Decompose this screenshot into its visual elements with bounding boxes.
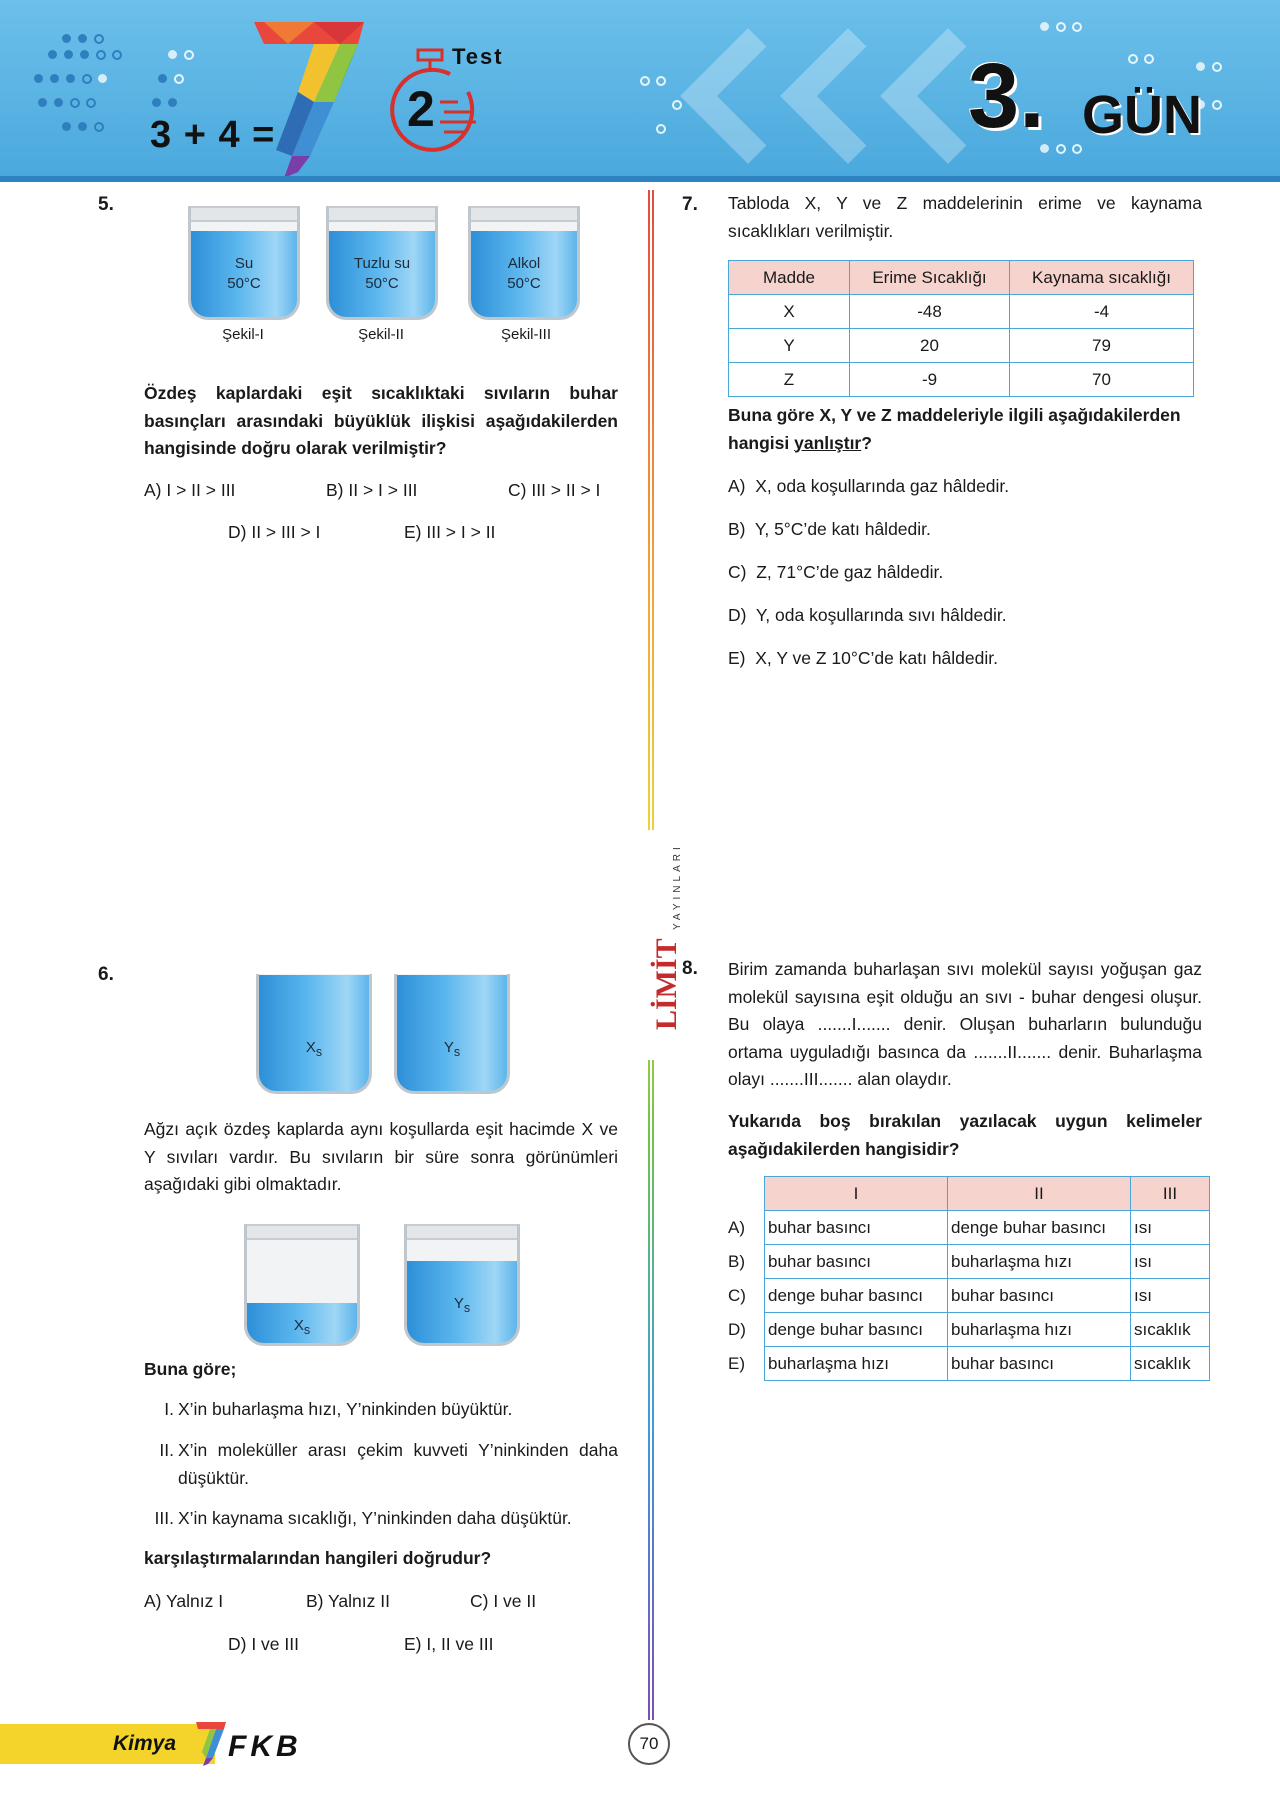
beaker-rim xyxy=(468,206,580,222)
q8-cell: buhar basıncı xyxy=(948,1279,1131,1313)
q8-text: Birim zamanda buharlaşan sıvı molekül sayısı yoğuşan gaz molekül sayısına eşit olduğu an sıvı - buhar dengesi oluşur. Bu olaya .......I....... denir. Oluşan buharların bulunduğu ortama uyguladığı basınca da .......II....... denir. Buharlaşma olayı .......III....... alan olaydır. xyxy=(728,959,1202,1089)
q6-x-after-sub: s xyxy=(303,1323,311,1337)
q8-option-a[interactable]: A) xyxy=(728,1217,745,1237)
q6-y-after-sub: s xyxy=(463,1301,471,1315)
q7-header-boiling: Kaynama sıcaklığı xyxy=(1010,261,1194,295)
q6-beaker-y-initial xyxy=(394,974,510,1094)
q7-option-letter: B) xyxy=(728,519,746,539)
q6-beaker-y-liquid xyxy=(397,975,507,1091)
q7-cell: 20 xyxy=(850,329,1010,363)
q5-beaker-3 xyxy=(468,206,580,320)
q6-beaker-x-after-label xyxy=(247,1316,357,1340)
q8-option-d[interactable]: D) xyxy=(728,1319,746,1339)
q8-number: 8. xyxy=(682,958,698,979)
q7-option-text: Y, oda koşullarında sıvı hâldedir. xyxy=(755,605,1007,625)
q8-cell: buharlaşma hızı xyxy=(765,1347,948,1381)
q5-number: 5. xyxy=(98,194,114,215)
q6-option-c[interactable]: C) I ve II xyxy=(470,1591,537,1611)
decor-dot xyxy=(112,50,122,60)
beaker-rim xyxy=(404,1224,520,1240)
q6-y-sub: s xyxy=(453,1045,461,1059)
decor-dot xyxy=(1212,62,1222,72)
test-label: Test xyxy=(452,44,504,69)
q8-option-c[interactable]: C) xyxy=(728,1285,746,1305)
q8-header-2: II xyxy=(948,1177,1131,1211)
q6-option-d[interactable]: D) I ve III xyxy=(228,1634,299,1654)
q8-cell: buhar basıncı xyxy=(765,1211,948,1245)
decor-dot xyxy=(86,98,96,108)
decor-dot xyxy=(62,122,71,131)
decor-dot xyxy=(672,100,682,110)
q8-table xyxy=(728,1176,1210,1381)
q7-intro: Tabloda X, Y ve Z maddelerinin erime ve kaynama sıcaklıkları verilmiştir. xyxy=(728,193,1202,241)
q7-option-a[interactable] xyxy=(728,476,1009,497)
q6-number: 6. xyxy=(98,964,114,985)
test-number: 2 xyxy=(407,81,435,137)
decor-dot xyxy=(96,50,106,60)
footer-subject: Kimya xyxy=(113,1732,177,1755)
decor-dot xyxy=(38,98,47,107)
q5-question: Özdeş kaplardaki eşit sıcaklıktaki sıvıların buhar basınçları arasındaki büyüklük ilişkisi aşağıdakilerden hangisinde doğru olarak verilmiştir? xyxy=(144,383,618,458)
q7-cell: -9 xyxy=(850,363,1010,397)
decor-dot xyxy=(70,98,80,108)
decor-dot xyxy=(640,76,650,86)
q7-header-melting: Erime Sıcaklığı xyxy=(850,261,1010,295)
q6-statement-2: X’in moleküller arası çekim kuvveti Y’ninkinden daha düşüktür. xyxy=(178,1440,618,1488)
decor-dot xyxy=(94,34,104,44)
q6-option-a[interactable]: A) Yalnız I xyxy=(144,1591,224,1611)
q8-question: Yukarıda boş bırakılan yazılacak uygun kelimeler aşağıdakilerden hangisidir? xyxy=(728,1111,1202,1159)
q7-option-letter: D) xyxy=(728,605,747,625)
q6-question: karşılaştırmalarından hangileri doğrudur? xyxy=(144,1548,492,1568)
q8-cell: buhar basıncı xyxy=(765,1245,948,1279)
q7-question-emphasis: yanlıştır xyxy=(794,432,862,453)
q8-cell: buharlaşma hızı xyxy=(948,1245,1131,1279)
q6-option-b[interactable]: B) Yalnız II xyxy=(306,1591,390,1611)
q6-statement-1-num: I. xyxy=(164,1399,174,1419)
q6-beaker-y-after xyxy=(404,1224,520,1346)
decor-dot xyxy=(50,74,59,83)
q7-option-letter: E) xyxy=(728,648,746,668)
decor-dot xyxy=(1128,54,1138,64)
q5-option-e[interactable]: E) III > I > II xyxy=(404,522,496,542)
decor-dot xyxy=(184,50,194,60)
q6-x-after-letter: X xyxy=(293,1317,304,1334)
q6-statement-3-num: III. xyxy=(154,1508,174,1528)
decor-dot xyxy=(152,98,161,107)
q6-beaker-x-initial xyxy=(256,974,372,1094)
q6-y-after-letter: Y xyxy=(453,1295,464,1312)
q5-beaker-2-temp: 50°C xyxy=(365,275,399,292)
logo-seven-icon xyxy=(254,22,374,182)
decor-dot xyxy=(80,50,89,59)
table-row xyxy=(729,329,1194,363)
q8-cell: buhar basıncı xyxy=(948,1347,1131,1381)
footer-brand: FKB xyxy=(228,1730,302,1763)
publisher-name: LİMİT xyxy=(650,938,683,1030)
table-row[interactable] xyxy=(728,1211,1210,1245)
q6-option-e[interactable]: E) I, II ve III xyxy=(404,1634,494,1654)
q8-cell: ısı xyxy=(1131,1211,1210,1245)
q7-cell: X xyxy=(729,295,850,329)
decor-dot xyxy=(62,34,71,43)
q5-figure-2-label: Şekil-II xyxy=(358,326,404,343)
day-word: GÜN xyxy=(1082,85,1202,145)
decor-dot xyxy=(78,122,87,131)
decor-dot xyxy=(1144,54,1154,64)
decor-dot xyxy=(656,76,666,86)
day-number: 3. xyxy=(968,45,1045,147)
q5-beaker-1-temp: 50°C xyxy=(227,275,261,292)
publisher-sub: YAYINLARI xyxy=(672,843,683,930)
table-row[interactable] xyxy=(728,1347,1210,1381)
q8-header-1: I xyxy=(765,1177,948,1211)
decor-dot xyxy=(174,74,184,84)
decor-dot xyxy=(78,34,87,43)
decor-dot xyxy=(1196,62,1205,71)
decor-dot xyxy=(1056,22,1066,32)
q5-beaker-2-name: Tuzlu su xyxy=(353,255,411,272)
table-row[interactable] xyxy=(728,1245,1210,1279)
table-row xyxy=(729,363,1194,397)
q7-option-text: Z, 71°C’de gaz hâldedir. xyxy=(756,562,944,582)
q7-cell: -4 xyxy=(1010,295,1194,329)
q8-cell: ısı xyxy=(1131,1279,1210,1313)
footer-band xyxy=(0,1724,215,1764)
q6-beaker-x-label xyxy=(259,1038,369,1062)
decor-dot xyxy=(34,74,43,83)
logo-equation: 3 + 4 = xyxy=(150,114,276,156)
decor-dot xyxy=(1040,22,1049,31)
q7-option-c[interactable] xyxy=(728,562,943,583)
q8-cell: sıcaklık xyxy=(1131,1313,1210,1347)
header-underline xyxy=(0,176,1280,182)
q8-cell: denge buhar basıncı xyxy=(948,1211,1131,1245)
decor-dot xyxy=(168,50,177,59)
q7-option-text: X, Y ve Z 10°C’de katı hâldedir. xyxy=(755,648,998,668)
q8-cell: ısı xyxy=(1131,1245,1210,1279)
q8-cell: denge buhar basıncı xyxy=(765,1279,948,1313)
decor-dot xyxy=(168,98,177,107)
q7-table xyxy=(728,260,1194,397)
page-number: 70 xyxy=(628,1723,670,1765)
decor-dot xyxy=(1072,144,1082,154)
q8-option-b[interactable]: B) xyxy=(728,1251,745,1271)
decor-dot xyxy=(54,98,63,107)
q8-option-e[interactable]: E) xyxy=(728,1353,745,1373)
q7-option-b[interactable] xyxy=(728,519,931,540)
q8-cell: sıcaklık xyxy=(1131,1347,1210,1381)
q7-option-text: Y, 5°C’de katı hâldedir. xyxy=(754,519,931,539)
q7-option-e[interactable] xyxy=(728,648,998,669)
beaker-rim xyxy=(244,1224,360,1240)
table-row[interactable] xyxy=(728,1279,1210,1313)
q5-beaker-3-temp: 50°C xyxy=(507,275,541,292)
page-header xyxy=(0,0,1280,182)
q7-cell: 70 xyxy=(1010,363,1194,397)
q5-option-d[interactable]: D) II > III > I xyxy=(228,522,321,542)
beaker-rim xyxy=(188,206,300,222)
q6-statement-2-num: II. xyxy=(159,1440,174,1460)
q5-figure-1-label: Şekil-I xyxy=(222,326,264,343)
q6-statement-3: X’in kaynama sıcaklığı, Y’ninkinden daha düşüktür. xyxy=(178,1508,572,1528)
q5-beaker-1 xyxy=(188,206,300,320)
q7-cell: 79 xyxy=(1010,329,1194,363)
q7-header-substance: Madde xyxy=(729,261,850,295)
q7-cell: Z xyxy=(729,363,850,397)
q8-cell: buharlaşma hızı xyxy=(948,1313,1131,1347)
decor-dot xyxy=(158,74,167,83)
q7-cell: Y xyxy=(729,329,850,363)
decor-dot xyxy=(48,50,57,59)
decor-dot xyxy=(94,122,104,132)
footer-seven-icon xyxy=(196,1722,226,1766)
q6-intro: Ağzı açık özdeş kaplarda aynı koşullarda eşit hacimde X ve Y sıvıları vardır. Bu sıvıların bir süre sonra görünümleri aşağıdaki gibi olmaktadır. xyxy=(144,1119,618,1194)
q7-number: 7. xyxy=(682,194,698,215)
q6-y-letter: Y xyxy=(443,1039,454,1056)
q8-corner xyxy=(728,1177,765,1211)
q5-beaker-1-name: Su xyxy=(234,255,254,272)
q5-beaker-3-name: Alkol xyxy=(507,255,541,272)
q8-cell: denge buhar basıncı xyxy=(765,1313,948,1347)
q8-header-3: III xyxy=(1131,1177,1210,1211)
q6-beaker-x-liquid xyxy=(259,975,369,1091)
q6-beaker-y-after-label xyxy=(407,1294,517,1318)
q7-option-letter: C) xyxy=(728,562,747,582)
q6-statement-1: X’in buharlaşma hızı, Y’ninkinden büyüktür. xyxy=(178,1399,513,1419)
q8-table-header xyxy=(728,1177,1210,1211)
q6-beaker-y-label xyxy=(397,1038,507,1062)
beaker-rim xyxy=(326,206,438,222)
q5-option-c[interactable]: C) III > II > I xyxy=(508,480,601,500)
q7-option-letter: A) xyxy=(728,476,746,496)
q6-beaker-x-after xyxy=(244,1224,360,1346)
q5-beaker-2 xyxy=(326,206,438,320)
table-row xyxy=(729,295,1194,329)
table-row[interactable] xyxy=(728,1313,1210,1347)
decor-dot xyxy=(656,124,666,134)
q7-option-d[interactable] xyxy=(728,605,1007,626)
q5-option-a[interactable]: A) I > II > III xyxy=(144,480,236,500)
decor-dot xyxy=(82,74,92,84)
decor-dot xyxy=(1056,144,1066,154)
q7-option-text: X, oda koşullarında gaz hâldedir. xyxy=(755,476,1010,496)
q7-question xyxy=(728,402,1202,457)
q7-question-text: Buna göre X, Y ve Z maddeleriyle ilgili aşağıdakilerden hangisi xyxy=(728,405,1181,453)
q5-figure-3-label: Şekil-III xyxy=(500,326,551,343)
decor-dot xyxy=(66,74,75,83)
q5-option-b[interactable]: B) II > I > III xyxy=(326,480,418,500)
decor-dot xyxy=(64,50,73,59)
q7-cell: -48 xyxy=(850,295,1010,329)
decor-dot xyxy=(98,74,107,83)
q6-lead: Buna göre; xyxy=(144,1359,237,1379)
q7-table-header xyxy=(729,261,1194,295)
q6-x-sub: s xyxy=(315,1045,323,1059)
q7-question-mark: ? xyxy=(861,432,872,453)
decor-dot xyxy=(1212,100,1222,110)
q6-x-letter: X xyxy=(305,1039,316,1056)
decor-dot xyxy=(1072,22,1082,32)
